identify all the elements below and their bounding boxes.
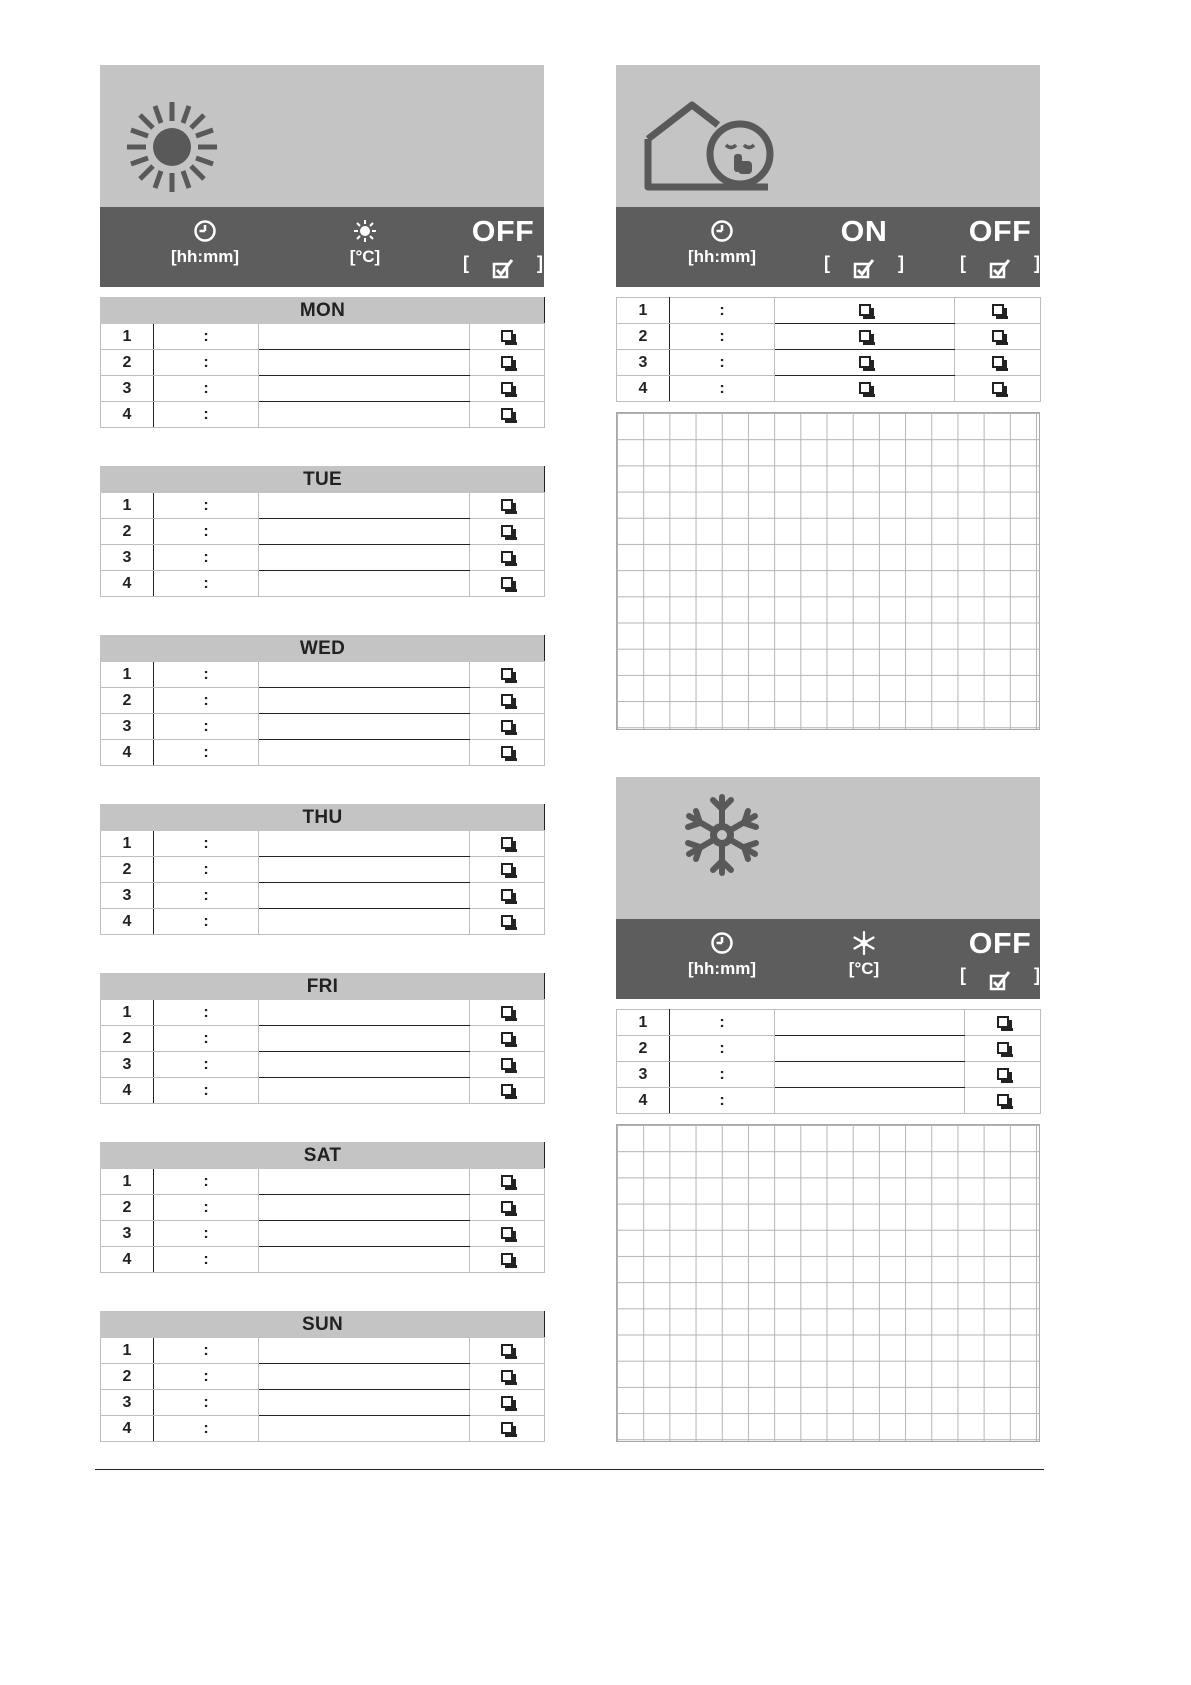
off-checkbox[interactable] xyxy=(501,1227,513,1239)
notes-grid-quiet xyxy=(616,412,1040,730)
table-row xyxy=(617,1088,1041,1114)
temp-column-header xyxy=(824,919,904,999)
slot-number: 3 xyxy=(101,714,154,740)
day-header: WED xyxy=(101,636,545,662)
temperature-field[interactable] xyxy=(259,883,470,909)
time-field[interactable]: : xyxy=(154,350,259,376)
temperature-field[interactable] xyxy=(259,545,470,571)
on-checkbox-cell xyxy=(775,324,955,350)
slot-number: 4 xyxy=(101,740,154,766)
table-row xyxy=(101,350,545,376)
time-field[interactable]: : xyxy=(154,1364,259,1390)
time-field[interactable]: : xyxy=(154,1026,259,1052)
on-checkbox-cell xyxy=(775,376,955,402)
off-checkbox[interactable] xyxy=(992,304,1004,316)
off-column-header xyxy=(960,919,1040,999)
temperature-field[interactable] xyxy=(259,1416,470,1442)
day-table-mon xyxy=(100,297,545,428)
temperature-field[interactable] xyxy=(259,1169,470,1195)
table-row xyxy=(101,1338,545,1364)
off-checkbox[interactable] xyxy=(501,1032,513,1044)
notes-grid-cool xyxy=(616,1124,1040,1442)
checked-box-icon xyxy=(989,971,1011,991)
temperature-field[interactable] xyxy=(259,714,470,740)
slot-number: 3 xyxy=(101,1390,154,1416)
table-row xyxy=(101,909,545,935)
slot-number: 1 xyxy=(617,1010,670,1036)
slot-number: 4 xyxy=(617,376,670,402)
off-checkbox-cell xyxy=(470,857,545,883)
slot-number: 3 xyxy=(101,1221,154,1247)
temperature-field[interactable] xyxy=(259,662,470,688)
temp-unit-label: [°C] xyxy=(349,247,381,266)
time-field[interactable]: : xyxy=(154,831,259,857)
slot-number: 1 xyxy=(101,1000,154,1026)
off-checkbox[interactable] xyxy=(501,746,513,758)
time-field[interactable]: : xyxy=(154,883,259,909)
time-field[interactable]: : xyxy=(154,519,259,545)
time-field[interactable]: : xyxy=(154,909,259,935)
table-row xyxy=(101,662,545,688)
off-checkbox-cell xyxy=(470,350,545,376)
off-checkbox[interactable] xyxy=(501,525,513,537)
off-checkbox[interactable] xyxy=(501,863,513,875)
slot-number: 4 xyxy=(617,1088,670,1114)
temperature-field[interactable] xyxy=(259,350,470,376)
off-checkbox[interactable] xyxy=(501,408,513,420)
slot-number: 4 xyxy=(101,1078,154,1104)
temperature-field[interactable] xyxy=(259,1221,470,1247)
slot-number: 3 xyxy=(101,1052,154,1078)
footer-divider xyxy=(95,1469,1044,1470)
checked-box-icon xyxy=(853,259,875,279)
time-field[interactable]: : xyxy=(154,402,259,428)
off-checkbox[interactable] xyxy=(501,915,513,927)
off-checkbox-cell xyxy=(470,1247,545,1273)
temperature-field[interactable] xyxy=(259,324,470,350)
off-checkbox[interactable] xyxy=(501,1175,513,1187)
time-field[interactable]: : xyxy=(154,1416,259,1442)
temperature-field[interactable] xyxy=(775,1010,965,1036)
table-row xyxy=(101,1195,545,1221)
off-checkbox-cell xyxy=(470,714,545,740)
off-checkbox[interactable] xyxy=(501,551,513,563)
time-field[interactable]: : xyxy=(670,298,775,324)
slot-number: 2 xyxy=(101,350,154,376)
table-row xyxy=(101,1221,545,1247)
clock-icon xyxy=(193,219,217,243)
off-checkbox-cell xyxy=(470,493,545,519)
temperature-field[interactable] xyxy=(775,1088,965,1114)
on-checkbox[interactable] xyxy=(859,382,871,394)
temperature-field[interactable] xyxy=(259,1364,470,1390)
temp-unit-label: [°C] xyxy=(848,959,880,978)
off-checkbox[interactable] xyxy=(501,356,513,368)
time-column-header xyxy=(672,919,772,999)
quiet-header-band xyxy=(616,207,1040,287)
table-row xyxy=(617,376,1041,402)
house-quiet-icon xyxy=(642,99,782,199)
time-field[interactable]: : xyxy=(670,1062,775,1088)
off-checkbox[interactable] xyxy=(501,889,513,901)
heat-header-band xyxy=(100,207,544,287)
table-row xyxy=(101,714,545,740)
day-table-fri xyxy=(100,973,545,1104)
day-table-sun xyxy=(100,1311,545,1442)
time-field[interactable]: : xyxy=(670,1088,775,1114)
off-checkbox[interactable] xyxy=(501,1201,513,1213)
day-header: FRI xyxy=(101,974,545,1000)
slot-number: 1 xyxy=(101,831,154,857)
time-field[interactable]: : xyxy=(154,1195,259,1221)
time-unit-label: [hh:mm] xyxy=(688,959,756,978)
cool-schedule-table xyxy=(616,1009,1041,1114)
slot-number: 2 xyxy=(101,857,154,883)
slot-number: 2 xyxy=(617,1036,670,1062)
temperature-field[interactable] xyxy=(259,831,470,857)
temperature-field[interactable] xyxy=(259,376,470,402)
off-checkbox-cell xyxy=(470,1195,545,1221)
snowflake-icon xyxy=(680,793,764,877)
day-table-thu xyxy=(100,804,545,935)
time-field[interactable]: : xyxy=(154,662,259,688)
heat-hero xyxy=(100,65,544,207)
check-hint: [ ] xyxy=(960,247,1040,279)
time-field[interactable]: : xyxy=(154,1000,259,1026)
table-row xyxy=(101,688,545,714)
table-row xyxy=(617,1036,1041,1062)
off-checkbox-cell xyxy=(955,376,1041,402)
off-checkbox-cell xyxy=(470,1364,545,1390)
off-checkbox-cell xyxy=(470,1052,545,1078)
off-checkbox-cell xyxy=(955,350,1041,376)
time-field[interactable]: : xyxy=(154,376,259,402)
time-field[interactable]: : xyxy=(670,1010,775,1036)
table-row xyxy=(617,350,1041,376)
temperature-field[interactable] xyxy=(259,740,470,766)
off-label: OFF xyxy=(471,216,535,248)
table-row xyxy=(101,883,545,909)
off-checkbox-cell xyxy=(470,571,545,597)
temperature-field[interactable] xyxy=(775,1062,965,1088)
day-table-wed xyxy=(100,635,545,766)
off-checkbox-cell xyxy=(470,909,545,935)
time-field[interactable]: : xyxy=(670,324,775,350)
time-field[interactable]: : xyxy=(670,1036,775,1062)
table-row xyxy=(617,1010,1041,1036)
off-checkbox[interactable] xyxy=(501,1006,513,1018)
off-checkbox-cell xyxy=(470,883,545,909)
table-row xyxy=(101,831,545,857)
table-row xyxy=(101,1169,545,1195)
off-checkbox[interactable] xyxy=(501,1422,513,1434)
off-checkbox-cell xyxy=(470,1390,545,1416)
off-checkbox-cell xyxy=(470,1221,545,1247)
on-checkbox-cell xyxy=(775,298,955,324)
on-column-header xyxy=(824,207,904,287)
time-column-header xyxy=(672,207,772,287)
off-checkbox[interactable] xyxy=(501,668,513,680)
off-label: OFF xyxy=(968,928,1032,960)
off-column-header xyxy=(960,207,1040,287)
table-row xyxy=(101,1364,545,1390)
off-checkbox[interactable] xyxy=(501,1344,513,1356)
off-checkbox[interactable] xyxy=(501,720,513,732)
off-checkbox[interactable] xyxy=(997,1094,1009,1106)
temperature-field[interactable] xyxy=(259,571,470,597)
time-field[interactable]: : xyxy=(154,740,259,766)
off-checkbox-cell xyxy=(470,831,545,857)
off-label: OFF xyxy=(968,216,1032,248)
off-checkbox[interactable] xyxy=(501,1253,513,1265)
temperature-field[interactable] xyxy=(259,688,470,714)
slot-number: 1 xyxy=(617,298,670,324)
cool-hero xyxy=(616,777,1040,919)
off-checkbox-cell xyxy=(470,324,545,350)
off-checkbox-cell xyxy=(470,1000,545,1026)
off-checkbox[interactable] xyxy=(501,837,513,849)
table-row xyxy=(101,1078,545,1104)
off-checkbox-cell xyxy=(470,662,545,688)
slot-number: 2 xyxy=(617,324,670,350)
off-checkbox-cell xyxy=(470,1078,545,1104)
off-checkbox[interactable] xyxy=(501,382,513,394)
off-checkbox[interactable] xyxy=(501,1396,513,1408)
check-hint: [ ] xyxy=(960,959,1040,991)
table-row xyxy=(617,298,1041,324)
off-checkbox[interactable] xyxy=(997,1068,1009,1080)
temperature-field[interactable] xyxy=(259,519,470,545)
off-checkbox-cell xyxy=(470,688,545,714)
slot-number: 2 xyxy=(101,1364,154,1390)
table-row xyxy=(101,376,545,402)
table-row xyxy=(101,1247,545,1273)
small-snowflake-icon xyxy=(852,931,876,955)
slot-number: 4 xyxy=(101,909,154,935)
off-checkbox[interactable] xyxy=(997,1042,1009,1054)
cool-header-band xyxy=(616,919,1040,999)
off-checkbox-cell xyxy=(470,1026,545,1052)
off-checkbox[interactable] xyxy=(501,694,513,706)
day-header: MON xyxy=(101,298,545,324)
temperature-field[interactable] xyxy=(259,1247,470,1273)
quiet-schedule-table xyxy=(616,297,1041,402)
slot-number: 4 xyxy=(101,1416,154,1442)
off-checkbox-cell xyxy=(965,1010,1041,1036)
slot-number: 1 xyxy=(101,1169,154,1195)
on-label: ON xyxy=(840,216,888,248)
time-field[interactable]: : xyxy=(154,1247,259,1273)
temperature-field[interactable] xyxy=(259,1078,470,1104)
slot-number: 1 xyxy=(101,662,154,688)
time-field[interactable]: : xyxy=(154,1169,259,1195)
slot-number: 1 xyxy=(101,1338,154,1364)
table-row xyxy=(101,324,545,350)
table-row xyxy=(101,857,545,883)
temperature-field[interactable] xyxy=(259,857,470,883)
table-row xyxy=(617,324,1041,350)
off-checkbox[interactable] xyxy=(501,330,513,342)
temperature-field[interactable] xyxy=(259,402,470,428)
off-checkbox-cell xyxy=(965,1088,1041,1114)
time-field[interactable]: : xyxy=(154,688,259,714)
temperature-field[interactable] xyxy=(259,1052,470,1078)
clock-icon xyxy=(710,219,734,243)
off-checkbox[interactable] xyxy=(997,1016,1009,1028)
off-checkbox-cell xyxy=(470,402,545,428)
time-field[interactable]: : xyxy=(154,1052,259,1078)
off-checkbox[interactable] xyxy=(992,382,1004,394)
clock-icon xyxy=(710,931,734,955)
off-checkbox-cell xyxy=(470,1416,545,1442)
time-unit-label: [hh:mm] xyxy=(171,247,239,266)
day-table-sat xyxy=(100,1142,545,1273)
slot-number: 1 xyxy=(101,324,154,350)
off-checkbox[interactable] xyxy=(501,577,513,589)
table-row xyxy=(101,493,545,519)
checked-box-icon xyxy=(492,259,514,279)
table-row xyxy=(101,545,545,571)
off-column-header xyxy=(463,207,543,287)
off-checkbox[interactable] xyxy=(501,499,513,511)
off-checkbox-cell xyxy=(470,519,545,545)
off-checkbox-cell xyxy=(955,324,1041,350)
slot-number: 4 xyxy=(101,571,154,597)
check-hint: [ ] xyxy=(824,247,904,279)
slot-number: 2 xyxy=(101,688,154,714)
temperature-field[interactable] xyxy=(259,1338,470,1364)
table-row xyxy=(101,519,545,545)
sun-icon xyxy=(122,97,222,197)
slot-number: 3 xyxy=(101,545,154,571)
time-field[interactable]: : xyxy=(154,1221,259,1247)
temperature-field[interactable] xyxy=(259,909,470,935)
on-checkbox[interactable] xyxy=(859,330,871,342)
time-field[interactable]: : xyxy=(154,1390,259,1416)
time-field[interactable]: : xyxy=(670,376,775,402)
off-checkbox-cell xyxy=(470,1338,545,1364)
table-row xyxy=(101,740,545,766)
on-checkbox[interactable] xyxy=(859,304,871,316)
off-checkbox[interactable] xyxy=(501,1058,513,1070)
time-unit-label: [hh:mm] xyxy=(688,247,756,266)
time-field[interactable]: : xyxy=(154,545,259,571)
time-field[interactable]: : xyxy=(154,493,259,519)
check-hint: [ ] xyxy=(463,247,543,279)
day-header: SAT xyxy=(101,1143,545,1169)
slot-number: 3 xyxy=(617,350,670,376)
table-row xyxy=(101,1416,545,1442)
table-row xyxy=(101,1000,545,1026)
table-row xyxy=(101,1026,545,1052)
table-row xyxy=(617,1062,1041,1088)
temperature-field[interactable] xyxy=(259,493,470,519)
on-checkbox[interactable] xyxy=(859,356,871,368)
off-checkbox-cell xyxy=(965,1062,1041,1088)
off-checkbox[interactable] xyxy=(992,330,1004,342)
slot-number: 2 xyxy=(101,1195,154,1221)
off-checkbox-cell xyxy=(470,376,545,402)
slot-number: 4 xyxy=(101,1247,154,1273)
slot-number: 1 xyxy=(101,493,154,519)
off-checkbox-cell xyxy=(965,1036,1041,1062)
slot-number: 2 xyxy=(101,519,154,545)
table-row xyxy=(101,571,545,597)
slot-number: 2 xyxy=(101,1026,154,1052)
slot-number: 3 xyxy=(617,1062,670,1088)
temperature-field[interactable] xyxy=(775,1036,965,1062)
table-row xyxy=(101,402,545,428)
table-row xyxy=(101,1052,545,1078)
on-checkbox-cell xyxy=(775,350,955,376)
time-field[interactable]: : xyxy=(154,1338,259,1364)
temperature-field[interactable] xyxy=(259,1000,470,1026)
table-row xyxy=(101,1390,545,1416)
slot-number: 3 xyxy=(101,376,154,402)
time-field[interactable]: : xyxy=(154,571,259,597)
off-checkbox-cell xyxy=(470,740,545,766)
time-field[interactable]: : xyxy=(670,350,775,376)
off-checkbox[interactable] xyxy=(501,1370,513,1382)
time-field[interactable]: : xyxy=(154,857,259,883)
slot-number: 4 xyxy=(101,402,154,428)
day-header: SUN xyxy=(101,1312,545,1338)
day-header: TUE xyxy=(101,467,545,493)
time-field[interactable]: : xyxy=(154,324,259,350)
quiet-hero xyxy=(616,65,1040,207)
off-checkbox-cell xyxy=(955,298,1041,324)
off-checkbox-cell xyxy=(470,545,545,571)
off-checkbox-cell xyxy=(470,1169,545,1195)
temp-column-header xyxy=(325,207,405,287)
small-sun-icon xyxy=(353,219,377,243)
day-header: THU xyxy=(101,805,545,831)
day-table-tue xyxy=(100,466,545,597)
temperature-field[interactable] xyxy=(259,1195,470,1221)
checked-box-icon xyxy=(989,259,1011,279)
off-checkbox[interactable] xyxy=(992,356,1004,368)
temperature-field[interactable] xyxy=(259,1390,470,1416)
time-column-header xyxy=(155,207,255,287)
off-checkbox[interactable] xyxy=(501,1084,513,1096)
time-field[interactable]: : xyxy=(154,714,259,740)
temperature-field[interactable] xyxy=(259,1026,470,1052)
slot-number: 3 xyxy=(101,883,154,909)
time-field[interactable]: : xyxy=(154,1078,259,1104)
